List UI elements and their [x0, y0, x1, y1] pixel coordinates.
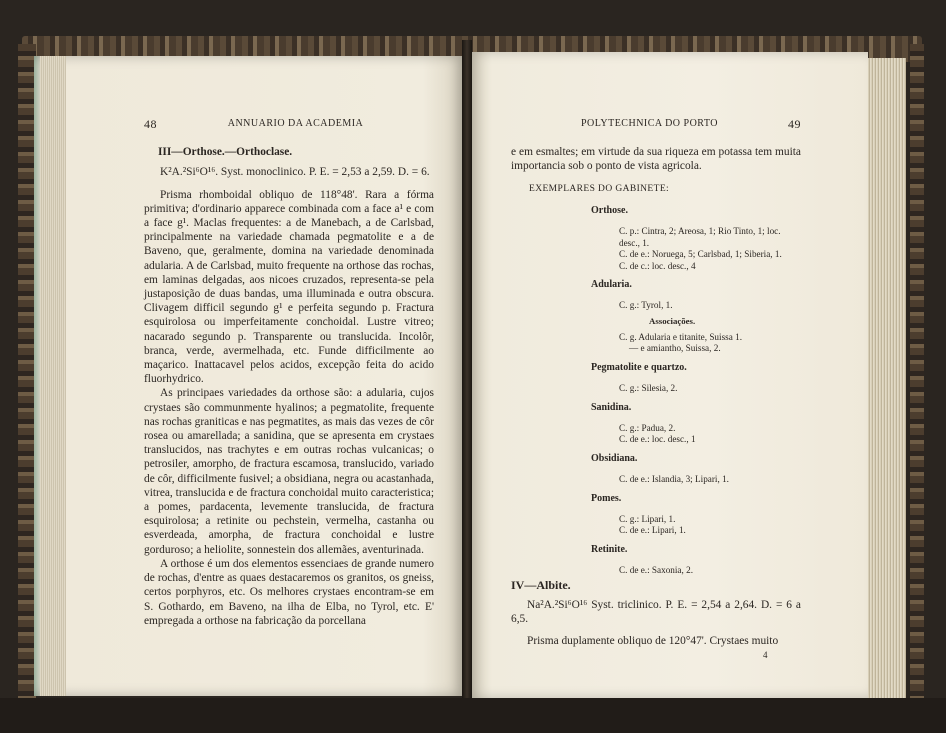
specimen-orthose: Orthose. [591, 204, 628, 216]
paragraph-1: Prisma rhomboidal obliquo de 118°48'. Rara a fórma primitiva; d'ordinario apparece combinada com a face a¹ e com a face g¹. Maclas frequentes: a de Manebach, a de Carlsbad, principalmente na variedade chamada pegmatolite e a de Baveno, que, geralmente, domina na variedade denominada adularia. A de Carlsbad, muito frequente na orthose das rochas, em laminas delgadas, aos nicoes cruzados, representa-se pela justaposição de duas bandas, uma illuminada e outra obscura. Clivagem difficil segundo g¹ e perfeita segundo p. Fractura esquirolosa ou imperfeitamente conchoidal. Lustre vitreo; nacarado segundo p. Transparente ou translucida. Incolôr, branca, verde, avermelhada, etc. Funde difficilmente ao maçarico. Inattacavel pelos acidos, excepção feita do acido fluorhydrico. [144, 188, 434, 386]
right-page-text [511, 117, 801, 648]
continued-paragraph: e em esmaltes; em virtude da sua riqueza em potassa tem muita importancia sob o ponto de vista agricola. [511, 146, 801, 173]
book-cover-right [910, 44, 924, 699]
paragraph-2: As principaes variedades da orthose são: a adularia, cujos crystaes são communmente hyalinos; a pegmatolite, frequente nas rochas graniticas e nas pegmatites, as mais das vezes de côr rosea ou amarellada; a sanidina, que se apresenta em crystaes translucidos, nas trachytes e em outras rochas vulcanicas; o petrosiler, amorpho, de fractura escamosa, translucido, variado de côr, difficilmente fusivel; a obsidiana, negra ou acastanhada, vitrea, translucida e de fractura conchoidal muito caracteristica; a pomes, pardacenta, levemente translucida, de fractura esquirolosa; a retinite ou pechstein, vermelha, castanha ou esverdeada, amorpha, de fractura conchoidal e lustre gorduroso; a heliolite, sonnestein dos allemães, aventurinada. [144, 387, 434, 556]
specimen-line: C. de e.: Noruega, 5; Carlsbad, 1; Siberia, 1. [619, 249, 782, 260]
specimen-retinite: Retinite. [591, 543, 628, 555]
specimen-line: — e amiantho, Suissa, 2. [629, 343, 721, 354]
specimen-line: C. de c.: loc. desc., 4 [619, 260, 696, 271]
specimen-adularia: Adularia. [591, 279, 632, 291]
right-page-edges [868, 58, 906, 698]
specimen-line: C. de e.: Islandia, 3; Lipari, 1. [619, 474, 729, 485]
left-page-edges [40, 56, 66, 696]
albite-heading: IV—Albite. [511, 578, 571, 593]
orthose-heading: III—Orthose.—Orthoclase. [158, 146, 293, 159]
specimen-line: C. g.: Padua, 2. [619, 422, 676, 433]
background-bottom [0, 698, 946, 733]
paragraph-3: A orthose é um dos elementos essenciaes de grande numero de rochas, d'entre as quaes destacaremos os granitos, os gneiss, certos porphyros, etc. Os melhores crystaes encontram-se em S. Gothardo, em Baveno, na ilha de Elba, no Tyrol, etc. E' empregada a orthose na fabricação da porcellana [144, 557, 434, 627]
specimen-obsidiana: Obsidiana. [591, 452, 638, 464]
specimen-line: C. g.: Tyrol, 1. [619, 300, 673, 311]
orthose-formula: K²A.²Si⁶O¹⁶. Syst. monoclinico. P. E. = 2,53 a 2,59. D. = 6. [160, 166, 430, 179]
right-running-title: POLYTECHNICA DO PORTO [580, 118, 719, 129]
specimen-line: C. g.: Silesia, 2. [619, 383, 678, 394]
signature-mark: 4 [763, 650, 768, 660]
section-heading: EXEMPLARES DO GABINETE: [529, 183, 670, 194]
specimen-line: C. g.: Lipari, 1. [619, 513, 676, 524]
specimen-line: C. de e.: Lipari, 1. [619, 525, 686, 536]
specimen-pomes: Pomes. [591, 492, 622, 504]
specimen-line: C. de e.: loc. desc., 1 [619, 434, 696, 445]
left-page-number: 48 [144, 117, 157, 131]
specimen-sanidina: Sanidina. [591, 401, 632, 413]
left-running-head [144, 117, 434, 131]
right-page-number: 49 [788, 117, 801, 131]
specimen-line: C. de e.: Saxonia, 2. [619, 564, 693, 575]
specimen-line: C. p.: Cintra, 2; Areosa, 1; Rio Tinto, 1; loc. desc., 1. [619, 226, 781, 248]
albite-paragraph: Prisma duplamente obliquo de 120°47'. Crystaes muito [527, 635, 779, 648]
specimen-line: C. g. Adularia e titanite, Suissa 1. [619, 331, 742, 342]
albite-formula: Na²A.²Si⁶O¹⁶ Syst. triclinico. P. E. = 2,54 a 2,64. D. = 6 a 6,5. [511, 598, 801, 625]
left-page-text [144, 117, 434, 628]
specimen-pegmatolite: Pegmatolite e quartzo. [591, 361, 687, 373]
right-running-head [511, 117, 801, 131]
associations-heading: Associações. [649, 315, 696, 326]
book-gutter [462, 40, 472, 733]
left-running-title: ANNUARIO DA ACADEMIA [227, 118, 364, 129]
